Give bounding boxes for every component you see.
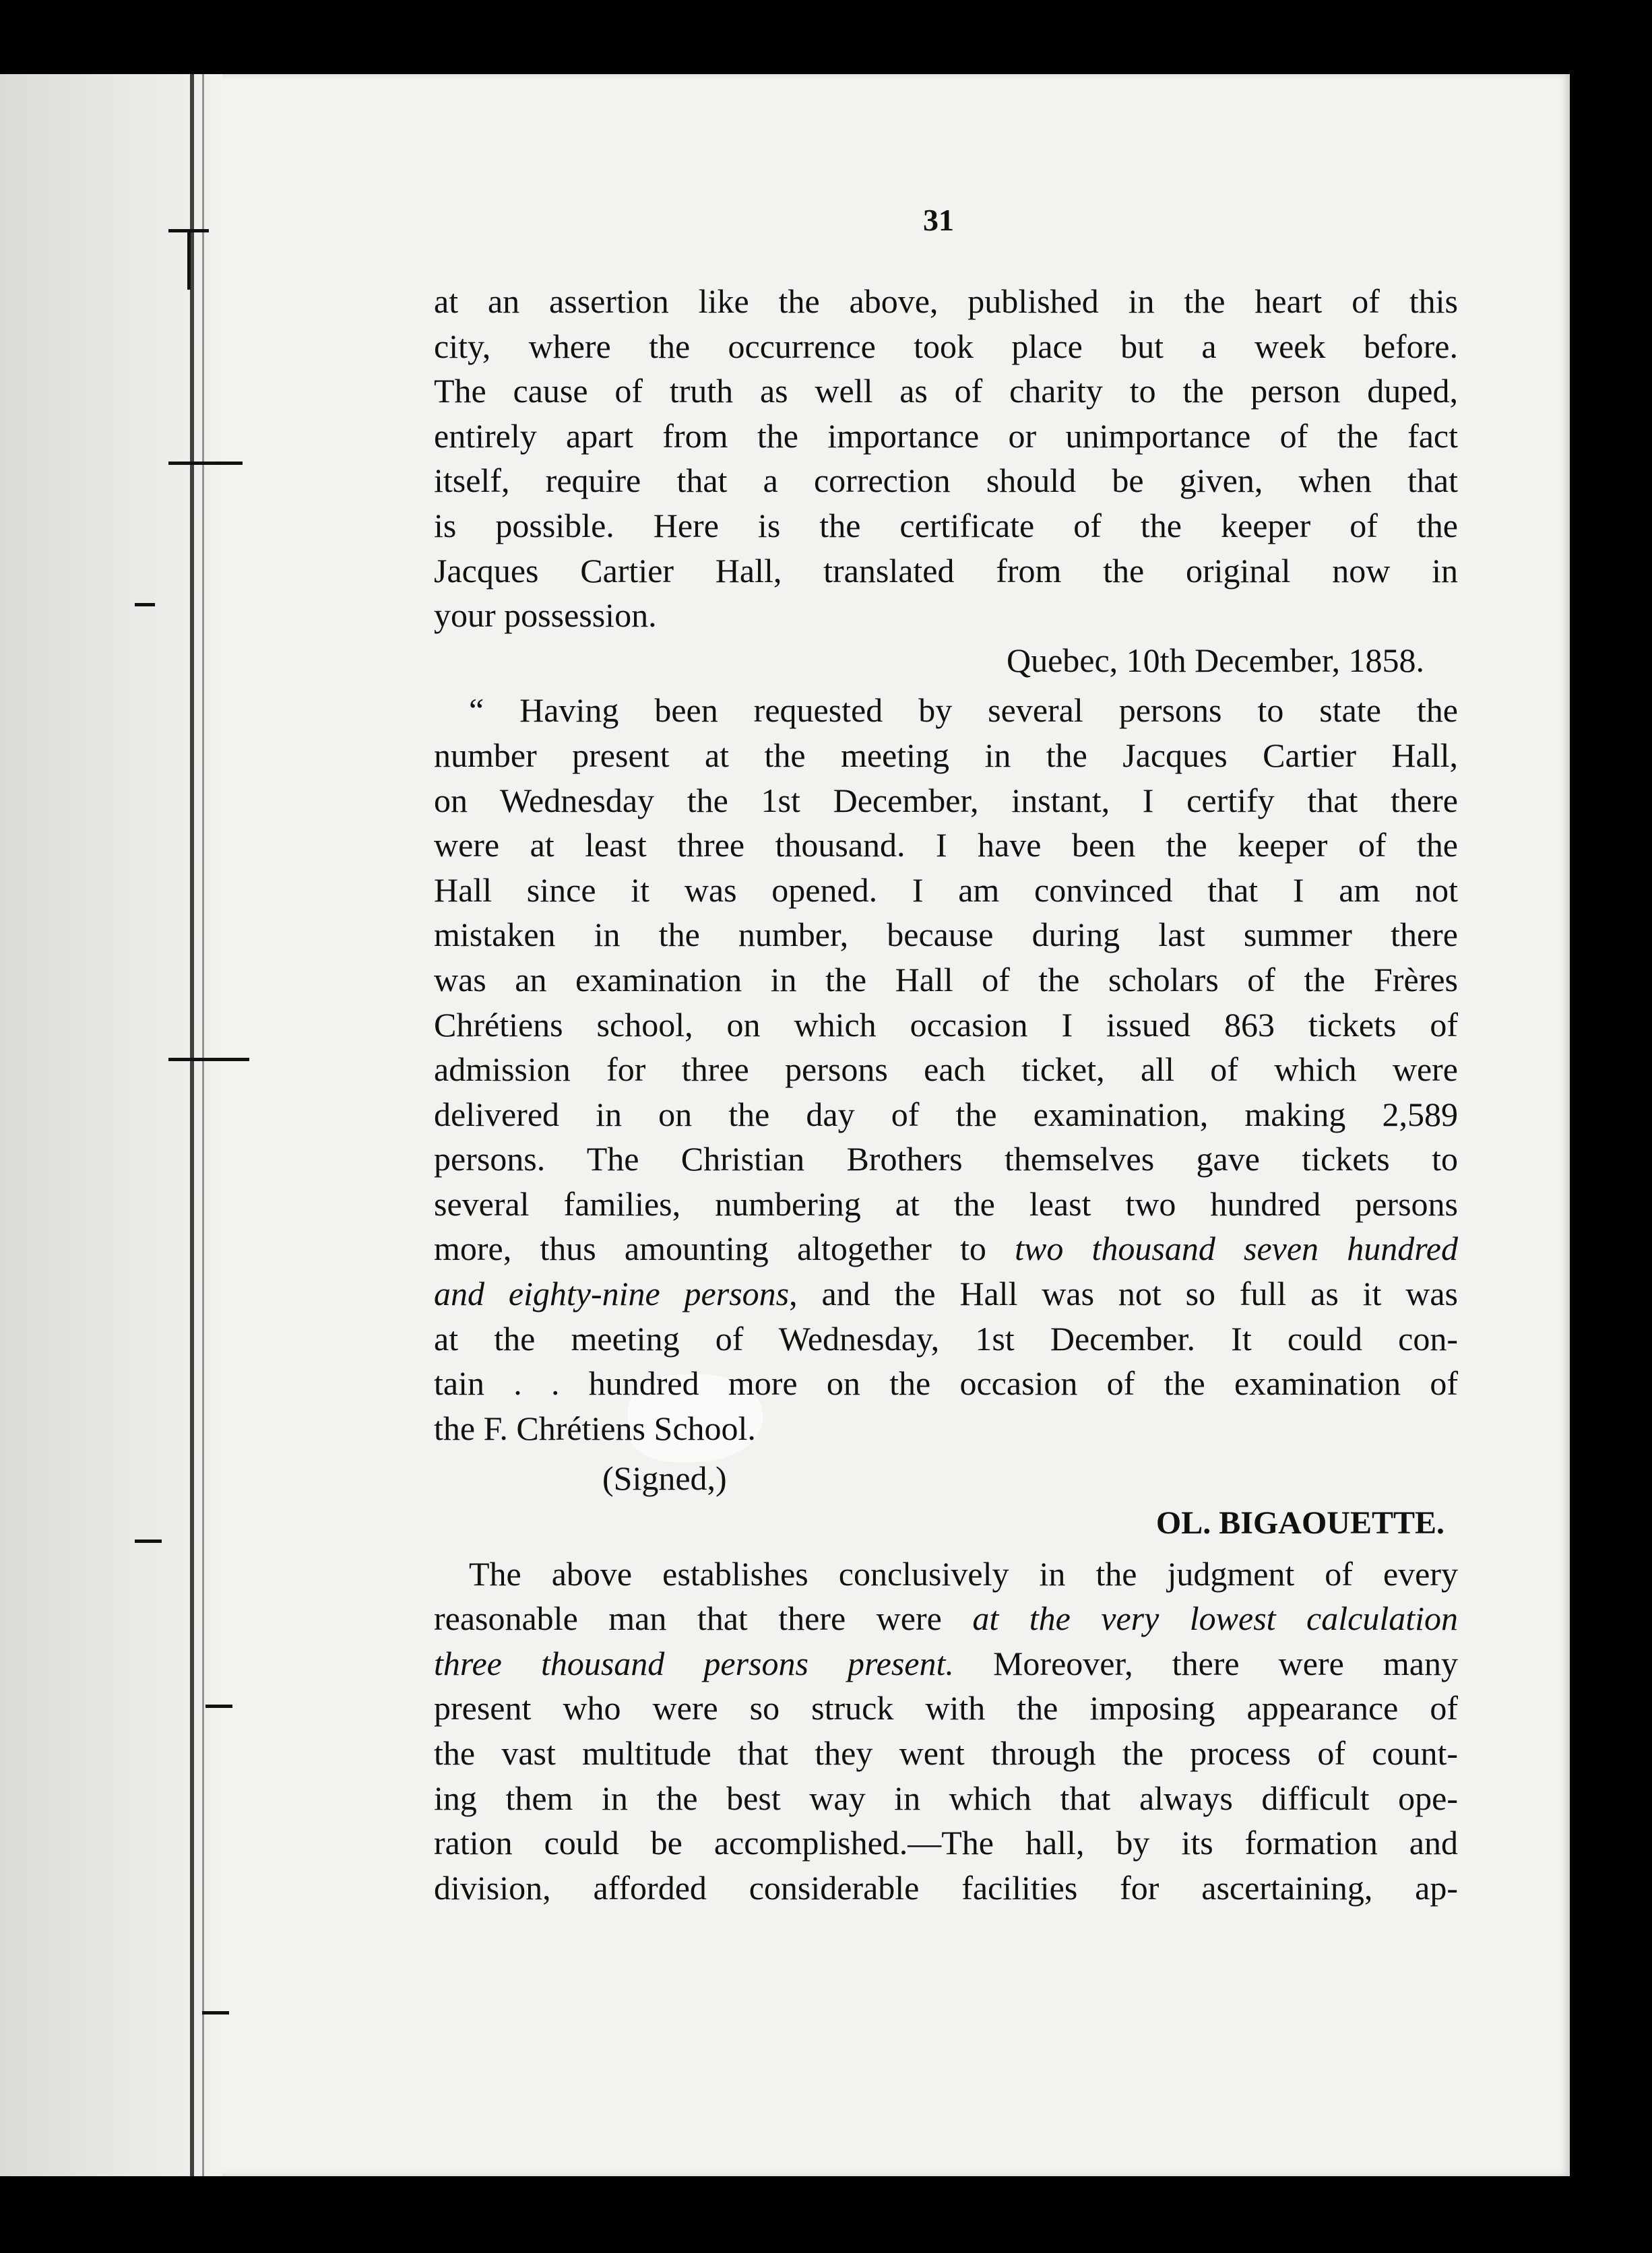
binding-mark <box>205 1705 232 1708</box>
text-line: your possession. <box>434 596 657 635</box>
binding-edge-secondary <box>202 74 204 2176</box>
text-span: Moreover, there were many <box>953 1644 1458 1682</box>
paragraph-3 <box>434 1552 1458 1911</box>
left-page-margin <box>0 74 222 2176</box>
text-line: itself, require that a correction should be given, when that <box>434 462 1458 500</box>
text-line: admission for three persons each ticket, all of which were <box>434 1050 1458 1089</box>
text-line: ration could be accomplished.—The hall, by its formation and <box>434 1824 1458 1862</box>
text-line: were at least three thousand. I have been the keeper of the <box>434 826 1458 864</box>
text-line: tain . . hundred more on the occasion of the examination of <box>434 1364 1458 1403</box>
binding-mark <box>168 1058 249 1061</box>
text-line: ing them in the best way in which that always difficult ope- <box>434 1779 1458 1817</box>
text-line <box>434 1271 1458 1316</box>
text-line: division, afforded considerable facilities for ascertaining, ap- <box>434 1868 1458 1907</box>
text-line: the F. Chrétiens School. <box>434 1409 756 1447</box>
page-number: 31 <box>923 203 954 237</box>
text-line: on Wednesday the 1st December, instant, I certify that there <box>434 781 1458 819</box>
page-text <box>434 279 1458 1910</box>
signature-name: OL. BIGAOUETTE. <box>1155 1505 1444 1542</box>
text-line: The cause of truth as well as of charity to the person duped, <box>434 372 1458 410</box>
place-date: Quebec, 10th December, 1858. <box>1007 641 1424 679</box>
text-span: , and the Hall was not so full as it was <box>789 1275 1458 1313</box>
text-line: Hall since it was opened. I am convinced that I am not <box>434 870 1458 909</box>
text-line: at an assertion like the above, published in the heart of this <box>434 282 1458 320</box>
text-line: “ Having been requested by several persons to state the <box>469 691 1458 730</box>
text-line: at the meeting of Wednesday, 1st December. It could con- <box>434 1319 1458 1358</box>
text-line: several families, numbering at the least two hundred persons <box>434 1184 1458 1223</box>
text-line: Jacques Cartier Hall, translated from the original now in <box>434 551 1458 590</box>
text-line: number present at the meeting in the Jacques Cartier Hall, <box>434 736 1458 774</box>
binding-edge <box>190 74 194 2176</box>
italic-span: three thousand persons present. <box>434 1644 954 1682</box>
text-line: persons. The Christian Brothers themselves gave tickets to <box>434 1140 1458 1178</box>
italic-span: two thousand seven hundred <box>1015 1230 1458 1268</box>
binding-mark <box>168 462 243 465</box>
text-line <box>434 1641 1458 1686</box>
certificate-quote <box>434 688 1458 1451</box>
text-line: is possible. Here is the certificate of the keeper of the <box>434 506 1458 544</box>
text-line: city, where the occurrence took place but a week before. <box>434 327 1458 365</box>
text-line: Chrétiens school, on which occasion I issued 863 tickets of <box>434 1005 1458 1044</box>
text-line: delivered in on the day of the examination, making 2,589 <box>434 1095 1458 1133</box>
italic-span: at the very lowest calculation <box>972 1599 1459 1638</box>
text-line: The above establishes conclusively in the judgment of every <box>469 1554 1458 1593</box>
text-span: more, thus amounting altogether to <box>434 1230 1015 1268</box>
text-line: mistaken in the number, because during last summer there <box>434 916 1458 954</box>
text-line: was an examination in the Hall of the scholars of the Frères <box>434 960 1458 998</box>
text-line <box>434 1226 1458 1271</box>
text-span: reasonable man that there were <box>434 1599 973 1638</box>
binding-mark <box>135 603 155 606</box>
binding-mark <box>202 2011 229 2014</box>
text-line: the vast multitude that they went through the process of count- <box>434 1734 1458 1772</box>
text-line <box>434 1596 1458 1641</box>
binding-mark <box>135 1540 162 1543</box>
bleed-through-shadow <box>1462 276 1556 1961</box>
paragraph-1 <box>434 279 1458 638</box>
text-line: entirely apart from the importance or unimportance of the fact <box>434 416 1458 455</box>
signed-label: (Signed,) <box>602 1459 727 1498</box>
binding-mark <box>187 229 191 290</box>
text-line: present who were so struck with the imposing appearance of <box>434 1689 1458 1727</box>
italic-span: and eighty-nine persons <box>434 1275 790 1313</box>
